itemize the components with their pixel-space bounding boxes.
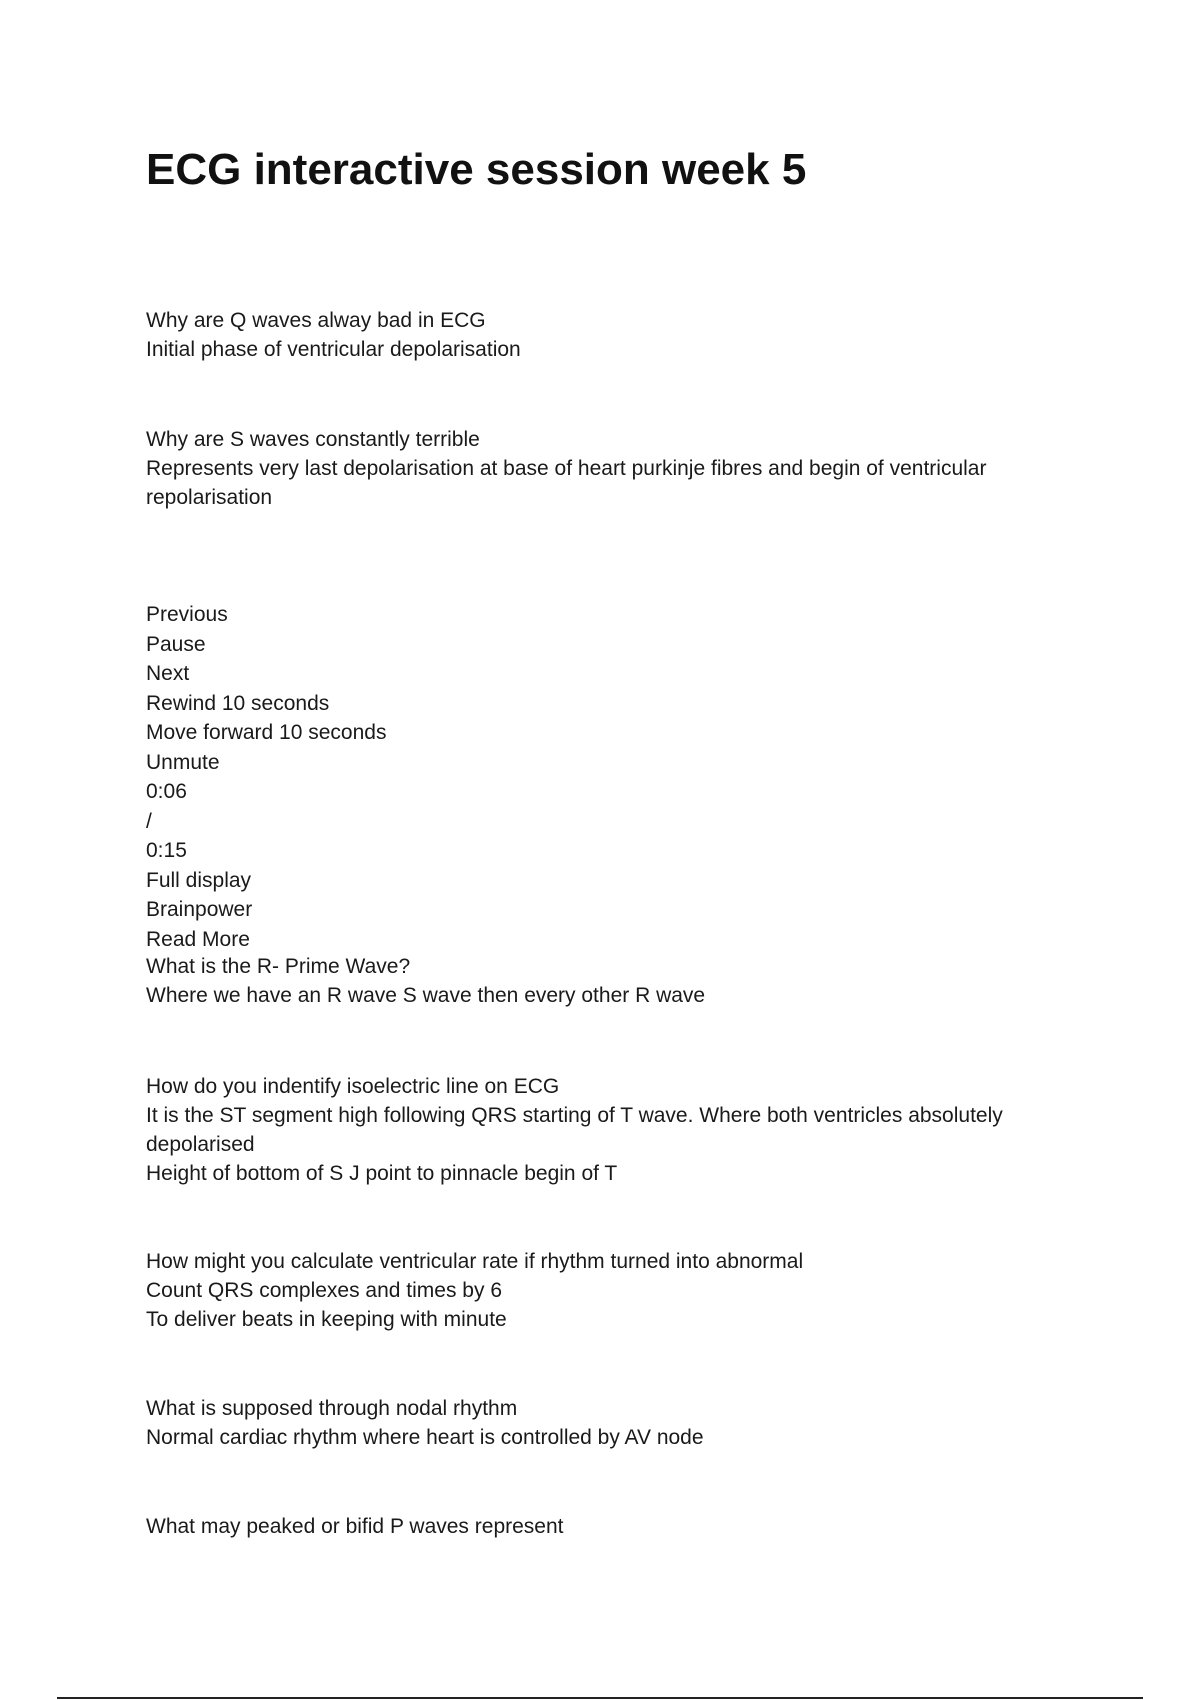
video-player-controls — [146, 600, 1086, 954]
answer-text: Normal cardiac rhythm where heart is controlled by AV node — [146, 1426, 704, 1449]
question-text: How might you calculate ventricular rate if rhythm turned into abnormal — [146, 1250, 804, 1273]
answer-text: Where we have an R wave S wave then every other R wave — [146, 984, 706, 1007]
time-separator: / — [146, 809, 152, 833]
qa-isoelectric-line — [146, 1072, 1086, 1188]
answer-extra-text: To deliver beats in keeping with minute — [146, 1308, 507, 1331]
qa-p-waves — [146, 1512, 1086, 1541]
answer-text: It is the ST segment high following QRS starting of T wave. Where both ventricles absolutely depolarised — [146, 1104, 1003, 1156]
qa-q-waves — [146, 306, 1086, 364]
qa-r-prime-wave — [146, 952, 1086, 1010]
current-time: 0:06 — [146, 780, 187, 803]
page-bottom-divider — [57, 1697, 1143, 1699]
question-text: How do you indentify isoelectric line on ECG — [146, 1075, 560, 1098]
answer-text: Represents very last depolarisation at base of heart purkinje fibres and begin of ventricular repolarisation — [146, 457, 987, 509]
full-display-button[interactable]: Full display — [146, 868, 252, 892]
brainpower-link[interactable]: Brainpower — [146, 898, 253, 921]
answer-text: Initial phase of ventricular depolarisation — [146, 338, 521, 361]
question-text: What is the R- Prime Wave? — [146, 955, 411, 978]
qa-s-waves — [146, 425, 1086, 512]
next-button[interactable]: Next — [146, 662, 190, 685]
answer-text: Count QRS complexes and times by 6 — [146, 1279, 502, 1302]
pause-button[interactable]: Pause — [146, 632, 206, 656]
question-text: What is supposed through nodal rhythm — [146, 1397, 518, 1420]
qa-nodal-rhythm — [146, 1394, 1086, 1452]
qa-ventricular-rate — [146, 1247, 1086, 1334]
question-text: Why are S waves constantly terrible — [146, 428, 480, 451]
answer-extra-text: Height of bottom of S J point to pinnacle begin of T — [146, 1162, 618, 1185]
question-text: Why are Q waves alway bad in ECG — [146, 309, 486, 332]
question-text: What may peaked or bifid P waves represent — [146, 1515, 564, 1538]
duration: 0:15 — [146, 839, 187, 862]
rewind-button[interactable]: Rewind 10 seconds — [146, 691, 330, 715]
document-title: ECG interactive session week 5 — [146, 145, 807, 194]
read-more-link[interactable]: Read More — [146, 927, 250, 951]
unmute-button[interactable]: Unmute — [146, 750, 220, 774]
forward-button[interactable]: Move forward 10 seconds — [146, 721, 387, 744]
previous-button[interactable]: Previous — [146, 603, 228, 626]
